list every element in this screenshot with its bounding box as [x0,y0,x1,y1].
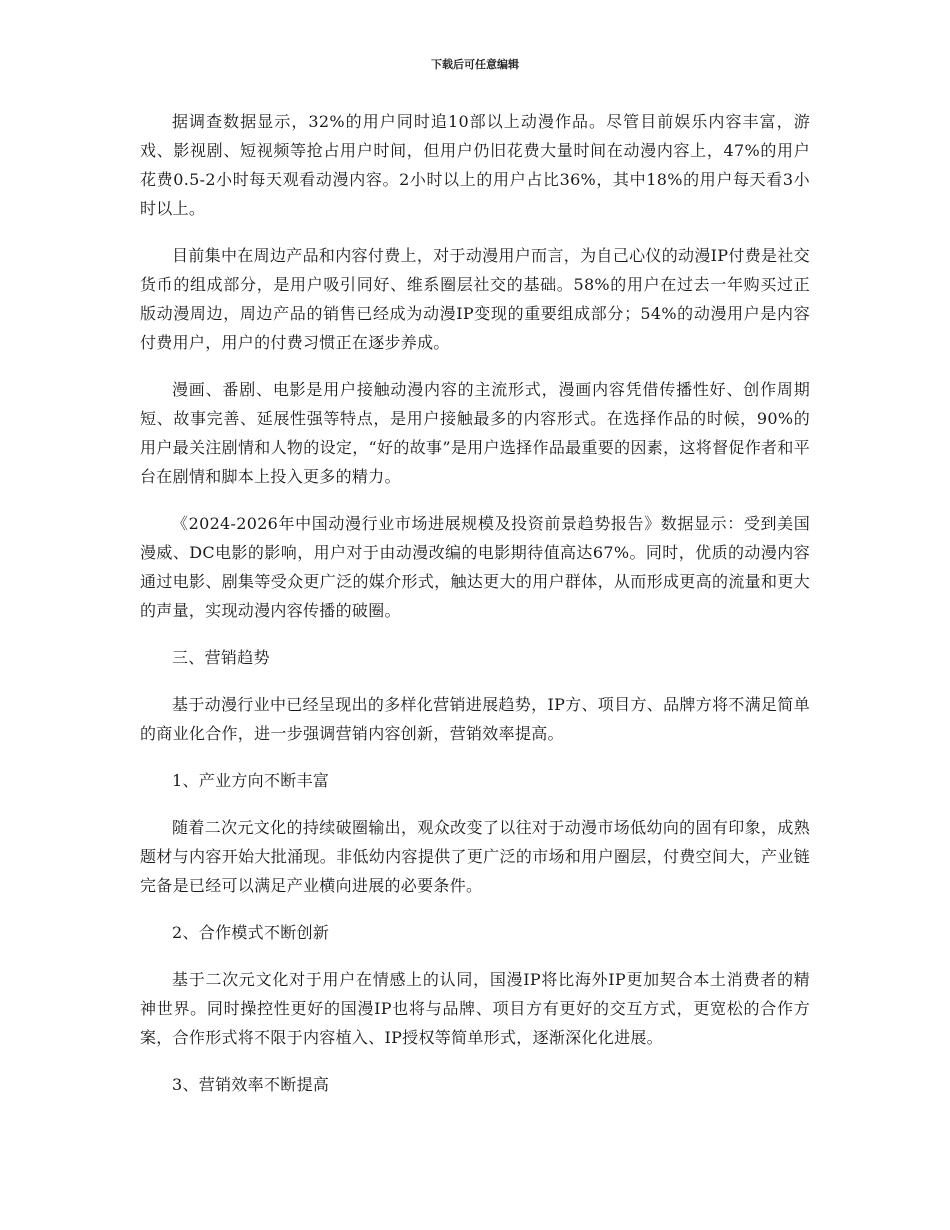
paragraph-report-film: 《2024-2026年中国动漫行业市场进展规模及投资前景趋势报告》数据显示：受到美国漫威、DC电影的影响，用户对于由动漫改编的电影期待值高达67%。同时，优质的动漫内容通过电影、剧集等受众更广泛的媒介形式，触达更大的用户群体，从而形成更高的流量和更大的声量，实现动漫内容传播的破圈。 [140,514,810,620]
subheading-cooperation-model: 2、合作模式不断创新 [172,923,330,942]
page-header: 下载后可任意编辑 [431,58,519,71]
paragraph-viewing-time: 据调查数据显示，32%的用户同时追10部以上动漫作品。尽管目前娱乐内容丰富，游戏、影视剧、短视频等抢占用户时间，但用户仍旧花费大量时间在动漫内容上，47%的用户花费0.5-2小时每天观看动漫内容。2小时以上的用户占比36%，其中18%的用户每天看3小时以上。 [140,112,810,218]
paragraph-cooperation-model: 基于二次元文化对于用户在情感上的认同，国漫IP将比海外IP更加契合本土消费者的精神世界。同时操控性更好的国漫IP也将与品牌、项目方有更好的交互方式，更宽松的合作方案，合作形式将不限于内容植入、IP授权等简单形式，逐渐深化化进展。 [140,970,810,1047]
paragraph-monetization: 目前集中在周边产品和内容付费上，对于动漫用户而言，为自己心仪的动漫IP付费是社交货币的组成部分，是用户吸引同好、维系圈层社交的基础。58%的用户在过去一年购买过正版动漫周边，周边产品的销售已经成为动漫IP变现的重要组成部分；54%的动漫用户是内容付费用户，用户的付费习惯正在逐步养成。 [140,246,810,352]
subheading-marketing-efficiency: 3、营销效率不断提高 [172,1075,330,1094]
section-heading-marketing-trends: 三、营销趋势 [172,648,270,667]
document-body [140,107,810,1117]
paragraph-marketing-intro: 基于动漫行业中已经呈现出的多样化营销进展趋势，IP方、项目方、品牌方将不满足简单的商业化合作，进一步强调营销内容创新，营销效率提高。 [140,695,810,743]
subheading-industry-direction: 1、产业方向不断丰富 [172,771,330,790]
paragraph-industry-direction: 随着二次元文化的持续破圈输出，观众改变了以往对于动漫市场低幼向的固有印象，成熟题材与内容开始大批涌现。非低幼内容提供了更广泛的市场和用户圈层，付费空间大，产业链完备是已经可以满足产业横向进展的必要条件。 [140,818,810,895]
paragraph-content-forms: 漫画、番剧、电影是用户接触动漫内容的主流形式，漫画内容凭借传播性好、创作周期短、故事完善、延展性强等特点，是用户接触最多的内容形式。在选择作品的时候，90%的用户最关注剧情和人物的设定，“好的故事”是用户选择作品最重要的因素，这将督促作者和平台在剧情和脚本上投入更多的精力。 [140,380,810,486]
